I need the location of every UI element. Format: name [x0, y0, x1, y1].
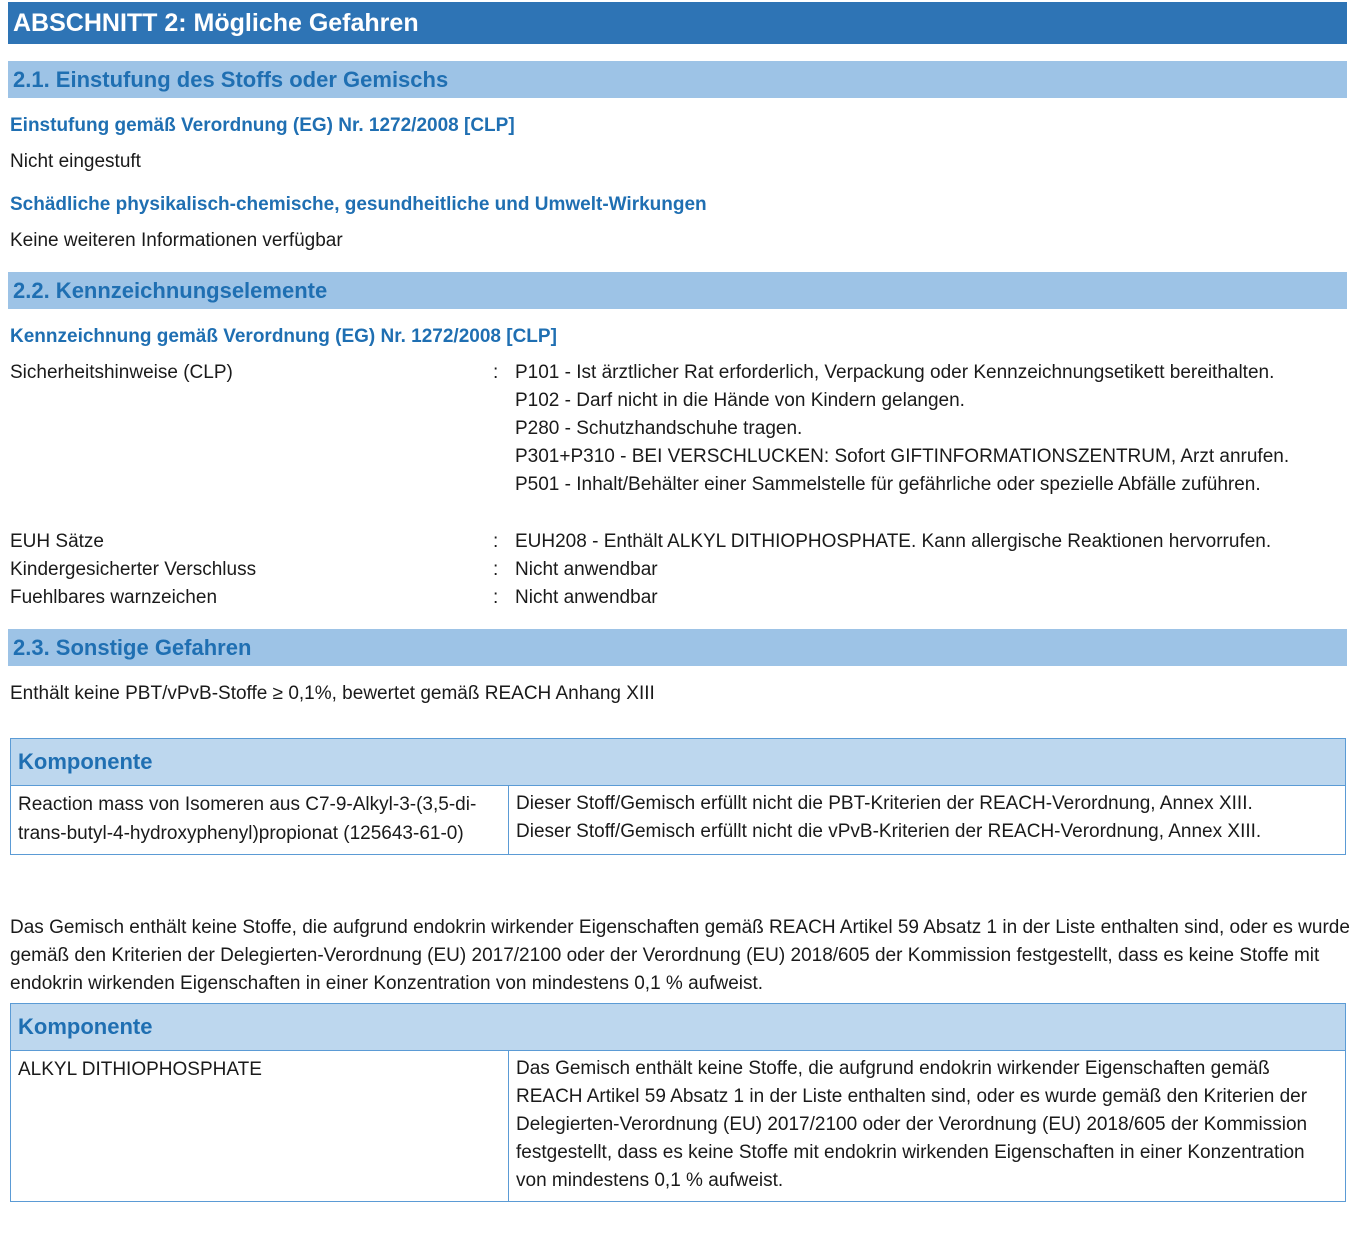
child-closure-colon: : [493, 559, 499, 580]
endocrine-statement: Das Gemisch enthält keine Stoffe, die aufgrund endokrin wirkender Eigenschaften gemäß REACH Artikel 59 Absatz 1 in der Liste enthalten sind, oder es wurde gemäß den Kriterien der Delegierten-Verordnung (EU) 2017/2100 oder der Verordnung (EU) 2018/605 der Kommission festgestellt, dass es keine Stoffe mit endokrin wirkenden Eigenschaften in einer Konzentration von mindestens 0,1 % aufweist. [10, 917, 1350, 994]
tactile-warning-label: Fuehlbares warnzeichen [10, 587, 218, 608]
safety-statements-list [515, 359, 1345, 499]
safety-statement-line: P102 - Darf nicht in die Hände von Kindern gelangen. [515, 390, 965, 411]
child-closure-label: Kindergesicherter Verschluss [10, 559, 257, 580]
safety-statement-line: P101 - Ist ärztlicher Rat erforderlich, Verpackung oder Kennzeichnungsetikett bereithalten. [515, 362, 1275, 383]
euh-colon: : [493, 531, 499, 552]
subsection-2-1-title: 2.1. Einstufung des Stoffs oder Gemischs [8, 61, 1347, 98]
tactile-warning-colon: : [493, 587, 499, 608]
safety-statement-line: P501 - Inhalt/Behälter einer Sammelstelle für gefährliche oder spezielle Abfälle zuführen. [515, 474, 1261, 495]
table-row [11, 786, 1345, 854]
component-assessment [509, 786, 1345, 854]
endocrine-component-table [10, 1003, 1346, 1202]
pbt-statement: Enthält keine PBT/vPvB-Stoffe ≥ 0,1%, bewertet gemäß REACH Anhang XIII [10, 683, 655, 704]
safety-statements-colon: : [493, 362, 499, 383]
classification-clp-value: Nicht eingestuft [10, 151, 141, 172]
child-closure-value: Nicht anwendbar [515, 559, 658, 580]
safety-statement-line: P280 - Schutzhandschuhe tragen. [515, 418, 803, 439]
euh-label: EUH Sätze [10, 531, 104, 552]
section-title: ABSCHNITT 2: Mögliche Gefahren [8, 2, 1347, 44]
safety-statement-line: P301+P310 - BEI VERSCHLUCKEN: Sofort GIFTINFORMATIONSZENTRUM, Arzt anrufen. [515, 446, 1290, 467]
safety-statements-label: Sicherheitshinweise (CLP) [10, 362, 233, 383]
component-name: Reaction mass von Isomeren aus C7-9-Alkyl-3-(3,5-di-trans-butyl-4-hydroxyphenyl)propionat (125643-61-0) [11, 786, 509, 854]
table-row [11, 1051, 1345, 1201]
assessment-line: Dieser Stoff/Gemisch erfüllt nicht die vPvB-Kriterien der REACH-Verordnung, Annex XIII. [516, 821, 1262, 842]
euh-value: EUH208 - Enthält ALKYL DITHIOPHOSPHATE. Kann allergische Reaktionen hervorrufen. [515, 531, 1272, 552]
labelling-clp-heading: Kennzeichnung gemäß Verordnung (EG) Nr. 1272/2008 [CLP] [10, 326, 557, 347]
component-assessment: Das Gemisch enthält keine Stoffe, die aufgrund endokrin wirkender Eigenschaften gemäß REACH Artikel 59 Absatz 1 in der Liste enthalten sind, oder es wurde gemäß den Kriterien der Delegierten-Verordnung (EU) 2017/2100 oder der Verordnung (EU) 2018/605 der Kommission festgestellt, dass es keine Stoffe mit endokrin wirkenden Eigenschaften in einer Konzentration von mindestens 0,1 % aufweist. [516, 1058, 1308, 1191]
tactile-warning-value: Nicht anwendbar [515, 587, 658, 608]
effects-heading: Schädliche physikalisch-chemische, gesundheitliche und Umwelt-Wirkungen [10, 194, 707, 215]
component-name: ALKYL DITHIOPHOSPHATE [11, 1051, 509, 1201]
assessment-line: Dieser Stoff/Gemisch erfüllt nicht die PBT-Kriterien der REACH-Verordnung, Annex XIII. [516, 793, 1253, 814]
effects-value: Keine weiteren Informationen verfügbar [10, 230, 343, 251]
classification-clp-heading: Einstufung gemäß Verordnung (EG) Nr. 1272/2008 [CLP] [10, 115, 515, 136]
pbt-component-table [10, 738, 1346, 855]
subsection-2-3-title: 2.3. Sonstige Gefahren [8, 629, 1347, 666]
table-header: Komponente [11, 1004, 1345, 1051]
subsection-2-2-title: 2.2. Kennzeichnungselemente [8, 272, 1347, 309]
table-header: Komponente [11, 739, 1345, 786]
